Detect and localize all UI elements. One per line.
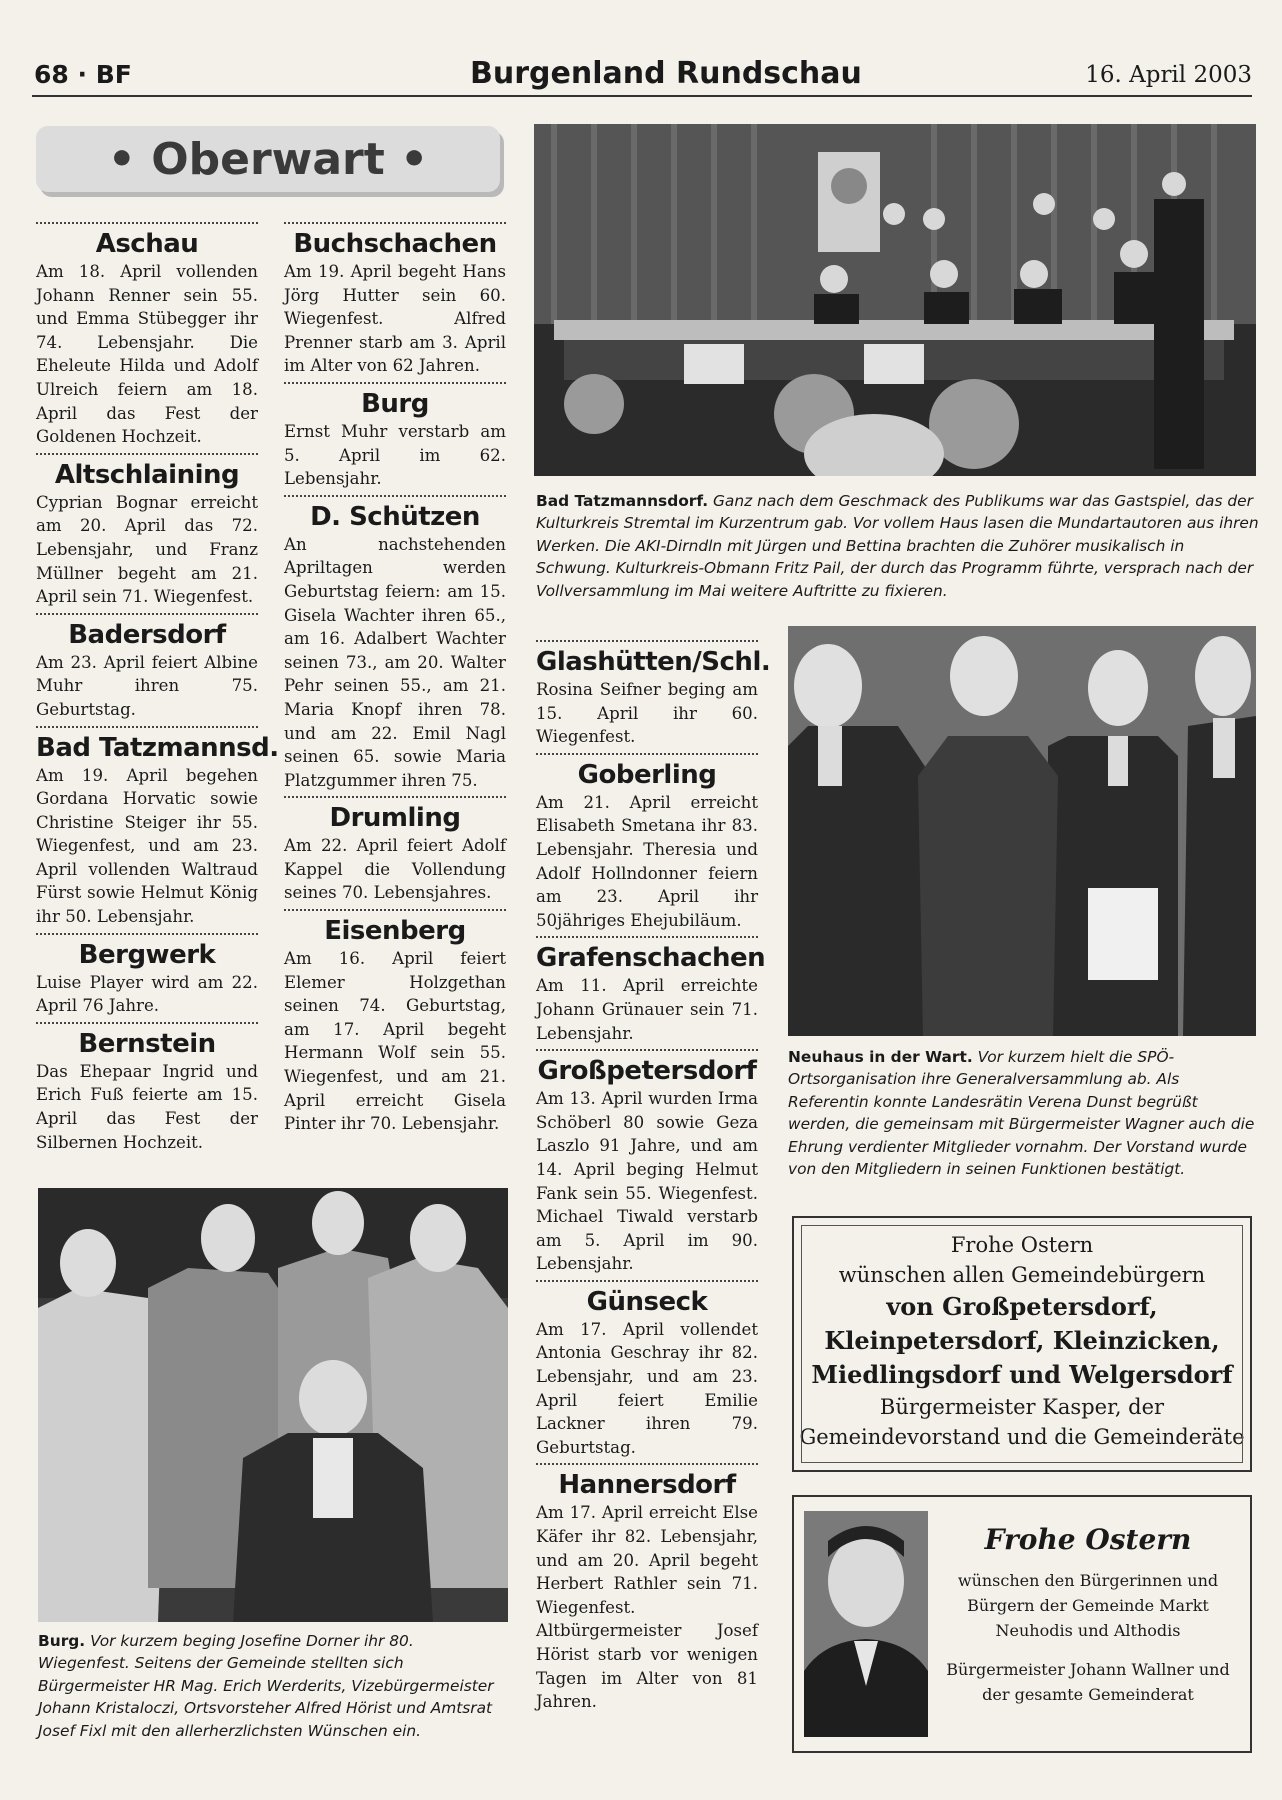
article-text: Ernst Muhr verstarb am 5. April im 62. Lebensjahr. [284,421,506,489]
article-text: Rosina Seifner beging am 15. April ihr 60. Wiegenfest. [536,680,758,747]
caption-place: Bad Tatzmannsdorf. [536,492,709,510]
article-badersdorf [36,613,258,722]
article-glashuetten [536,640,771,749]
article-drumling [284,796,506,905]
article-title: Glashütten/Schl. [536,647,771,677]
caption-neuhaus [788,1046,1264,1180]
ad-signature: Bürgermeister Kasper, der Gemeindevorstand und die Gemeinderäte [799,1395,1245,1449]
newspaper-title: Burgenland Rundschau [470,56,862,91]
article-grosspetersdorf [536,1049,758,1276]
article-text: Am 18. April vollenden Johann Renner sein 55. und Emma Stübegger ihr 74. Lebensjahr. Die Eheleute Hilda und Adolf Ulreich feiern am 18. April das Fest der Goldenen Hochzeit. [36,262,258,447]
article-text: Am 13. April wurden Irma Schöberl 80 sowie Geza Laszlo 91 Jahre, und am 14. April beging Helmut Fank sein 55. Wiegenfest. Michael Tiwald verstarb am 5. April im 90. Lebensjahr. [536,1089,758,1274]
article-buchschachen [284,222,506,378]
photo-neuhaus [788,626,1256,1036]
ad-subline: wünschen allen Gemeindebürgern [838,1263,1206,1287]
ad-headline: Frohe Ostern [950,1233,1094,1257]
easter-greeting-grosspetersdorf [792,1216,1252,1472]
article-text: Am 11. April erreichte Johann Grünauer sein 71. Lebensjahr. [536,976,758,1043]
article-text: Am 16. April feiert Elemer Holzgethan seinen 74. Geburtstag, am 17. April begeht Hermann Wolf sein 55. Wiegenfest, und am 21. April erreicht Gisela Pinter ihr 70. Lebensjahr. [284,949,506,1134]
mayor-portrait [804,1511,928,1737]
article-text: Das Ehepaar Ingrid und Erich Fuß feierte am 15. April das Fest der Silbernen Hochzeit. [36,1061,258,1152]
header-rule [32,95,1252,97]
article-title: Altschlaining [54,459,240,490]
article-bad-tatzmannsdorf [36,726,279,929]
article-title: D. Schützen [310,501,480,532]
column-1 [36,218,279,1156]
article-title: Bad Tatzmannsd. [36,732,279,763]
article-title: Bergwerk [78,939,216,970]
caption-bad-tatzmannsdorf [536,490,1260,602]
page-number: 68 · BF [34,60,132,89]
column-2 [284,218,506,1138]
article-title: Großpetersdorf [537,1056,757,1087]
article-text: An nachstehenden Apriltagen werden Geburtstag feiern: am 15. Gisela Wachter ihren 65., am 16. Adalbert Wachter seinen 73., am 20. Walter Pehr seinen 55., am 21. Maria Knopf ihren 78. und am 22. Emil Nagl seinen 65. sowie Maria Platzgummer ihren 75. [284,534,506,790]
article-title: Drumling [329,803,461,834]
article-title: Günseck [586,1286,708,1317]
ad-inner-border [801,1225,1243,1463]
article-d-schuetzen [284,495,506,793]
article-burg [284,382,506,491]
caption-burg [38,1630,510,1742]
photo-burg [38,1188,508,1622]
caption-place: Burg. [38,1632,86,1650]
article-hannersdorf [536,1463,758,1713]
article-title: Burg [361,388,429,419]
article-title: Eisenberg [324,916,466,947]
article-text: Am 19. April begehen Gordana Horvatic sowie Christine Steiger ihr 55. Wiegenfest, und am 23. April vollenden Waltraud Fürst sowie Helmut König ihr 50. Lebensjahr. [36,765,258,927]
issue-date: 16. April 2003 [1085,62,1252,88]
article-title: Goberling [577,759,717,790]
article-text: Am 22. April feiert Adolf Kappel die Vollendung seines 70. Lebensjahres. [284,836,506,903]
article-title: Buchschachen [293,229,497,259]
article-text: Am 23. April feiert Albine Muhr ihren 75. Geburtstag. [36,652,258,719]
caption-text: Vor kurzem beging Josefine Dorner ihr 80. Wiegenfest. Seitens der Gemeinde stellten sich Bürgermeister HR Mag. Erich Werderits, Vizebürgermeister Johann Kristaloczi, Ortsvorsteher Alfred Hörist und Amtsrat Josef Fixl mit den allerherzlichsten Wünschen ein. [38,1632,494,1740]
column-3 [536,636,771,1716]
article-altschlaining [36,453,258,609]
article-text: Am 17. April erreicht Else Käfer ihr 82. Lebensjahr, und am 20. April begeht Herbert Rathler sein 71. Wiegenfest. Altbürgermeister Josef Hörist starb vor wenigen Tagen im Alter von 81 Jahren. [536,1503,758,1712]
article-text: Am 17. April vollendet Antonia Geschray ihr 82. Lebensjahr, und am 23. April feiert Emilie Lackner ihren 79. Geburtstag. [536,1319,758,1457]
article-title: Badersdorf [68,619,226,650]
photo-bad-tatzmannsdorf [534,124,1256,476]
caption-place: Neuhaus in der Wart. [788,1048,973,1066]
article-text: Am 21. April erreicht Elisabeth Smetana ihr 83. Lebensjahr. Theresia und Adolf Hollndonner feiern am 23. April ihr 50jähriges Ehejubiläum. [536,792,758,930]
article-title: Grafenschachen [536,943,766,974]
article-text: Am 19. April begeht Hans Jörg Hutter sein 60. Wiegenfest. Alfred Prenner starb am 3. April im Alter von 62 Jahren. [284,262,506,376]
ad-municipalities: von Großpetersdorf, Kleinpetersdorf, Kleinzicken, Miedlingsdorf und Welgersdorf [811,1292,1233,1389]
article-eisenberg [284,909,506,1136]
article-title: Aschau [95,229,199,259]
article-aschau [36,222,258,449]
ad-recipients: wünschen den Bürgerinnen und Bürgern der Gemeinde Markt Neuhodis und Althodis [957,1571,1219,1640]
easter-greeting-markt-neuhodis [792,1495,1252,1753]
article-text: Luise Player wird am 22. April 76 Jahre. [36,972,258,1016]
region-banner: • Oberwart • [36,126,500,192]
ad-signature: Bürgermeister Johann Wallner und der gesamte Gemeinderat [946,1660,1230,1704]
article-guenseck [536,1280,758,1460]
article-goberling [536,753,758,933]
article-bergwerk [36,933,258,1018]
article-title: Hannersdorf [558,1470,736,1501]
article-title: Bernstein [78,1028,216,1059]
article-grafenschachen [536,936,766,1045]
ad-headline: Frohe Ostern [984,1523,1192,1556]
caption-text: Vor kurzem hielt die SPÖ-Ortsorganisation ihre Generalversammlung ab. Als Referentin konnte Landesrätin Verena Dunst begrüßt werden, die gemeinsam mit Bürgermeister Wagner auch die Ehrung verdienter Mitglieder vornahm. Der Vorstand wurde von den Mitgliedern in seinen Funktionen bestätigt. [788,1048,1255,1179]
caption-text: Ganz nach dem Geschmack des Publikums war das Gastspiel, das der Kulturkreis Stremtal im Kurzentrum gab. Vor vollem Haus lasen die Mundartautoren aus ihren Werken. Die AKI-Dirndln mit Jürgen und Bettina brachten die Zuhörer musikalisch in Schwung. Kulturkreis-Obmann Fritz Pail, der durch das Programm führte, versprach nach der Vollversammlung im Mai weitere Auftritte zu fixieren. [536,492,1259,600]
article-text: Cyprian Bognar erreicht am 20. April das 72. Lebensjahr, und Franz Müllner begeht am 21. April sein 71. Wiegenfest. [36,492,258,607]
article-bernstein [36,1022,258,1154]
